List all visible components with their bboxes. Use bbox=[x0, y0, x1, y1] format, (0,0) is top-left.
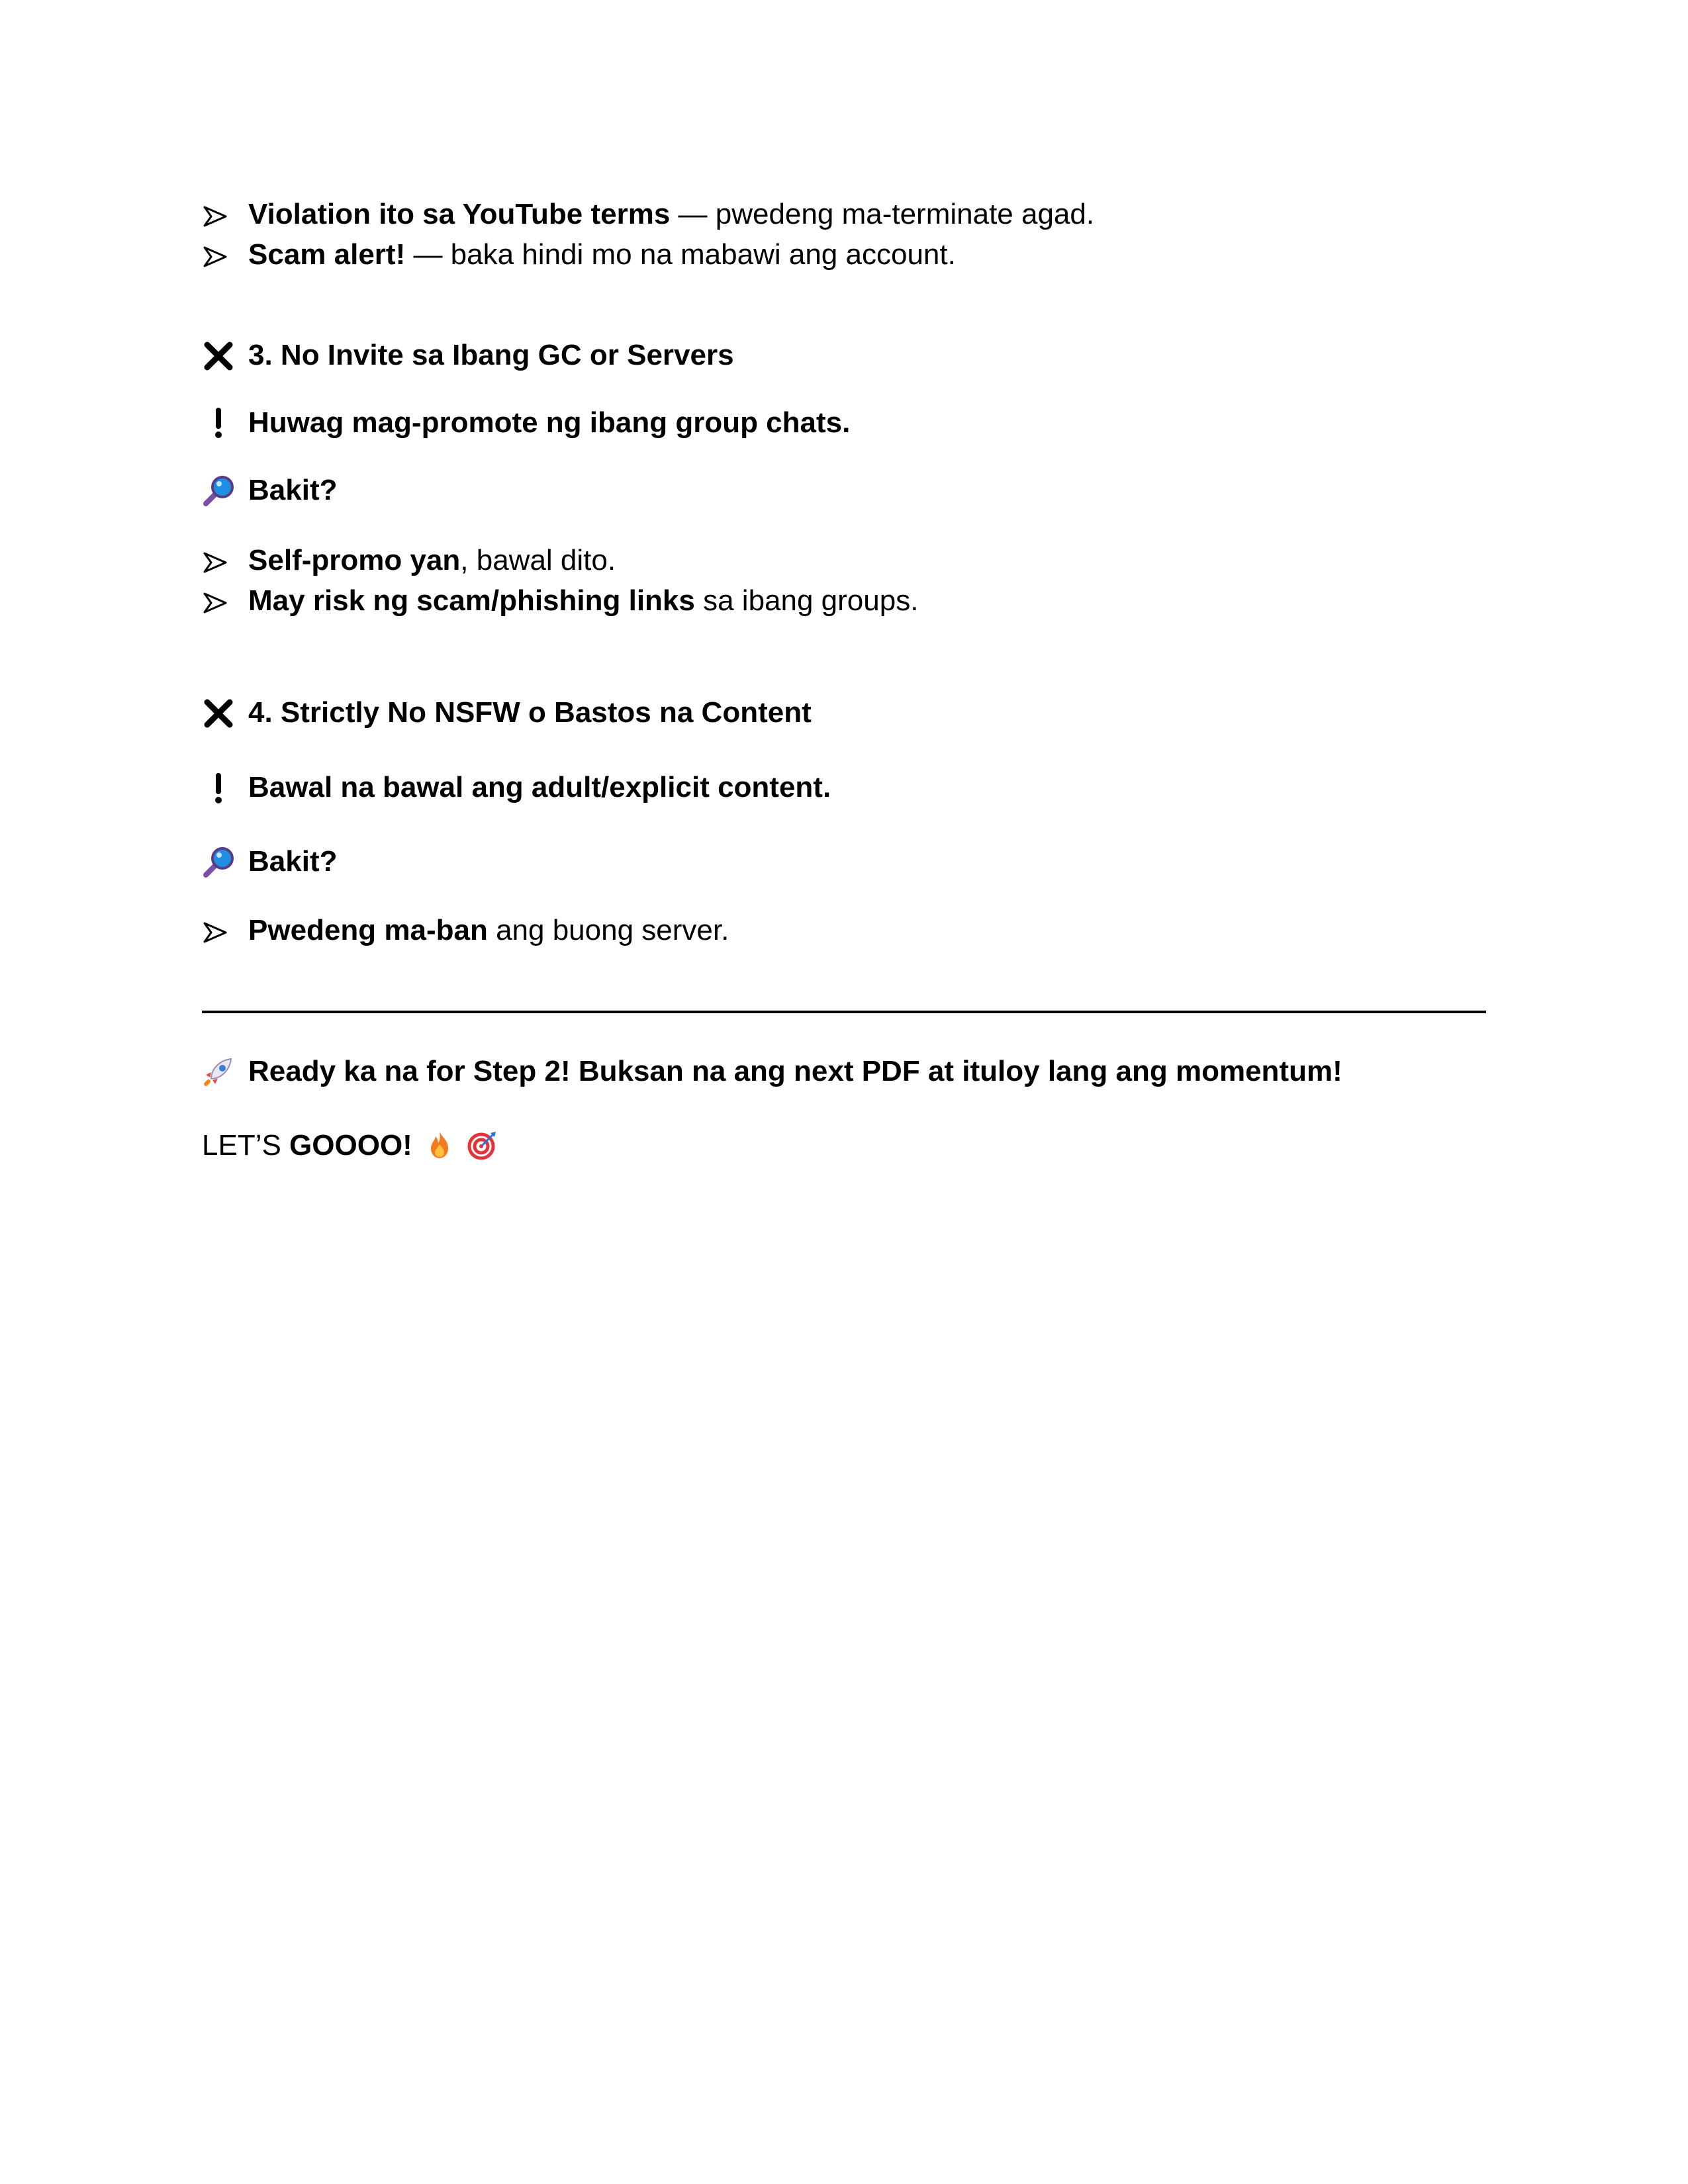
magnifying-glass-icon bbox=[202, 846, 235, 879]
cross-mark-icon bbox=[202, 697, 235, 730]
arrowhead-bullet-icon bbox=[202, 549, 228, 576]
warning-text: Bawal na bawal ang adult/explicit content. bbox=[248, 771, 831, 803]
fire-icon bbox=[424, 1130, 455, 1160]
exclamation-icon bbox=[202, 406, 235, 439]
why-label: Bakit? bbox=[248, 474, 338, 506]
horizontal-divider bbox=[202, 1011, 1486, 1013]
arrowhead-bullet-icon bbox=[202, 919, 228, 946]
arrowhead-bullet-icon bbox=[202, 203, 228, 230]
list-item: Scam alert! — baka hindi mo na mabawi ang account. bbox=[248, 238, 956, 271]
why-label: Bakit? bbox=[248, 845, 338, 878]
cross-mark-icon bbox=[202, 340, 235, 373]
section-heading: 4. Strictly No NSFW o Bastos na Content bbox=[248, 696, 812, 729]
arrowhead-bullet-icon bbox=[202, 590, 228, 616]
lets-go-line: LET’S GOOOO! bbox=[202, 1128, 497, 1163]
list-item: May risk ng scam/phishing links sa ibang groups. bbox=[248, 584, 919, 617]
exclamation-icon bbox=[202, 772, 235, 805]
list-item: Pwedeng ma-ban ang buong server. bbox=[248, 914, 729, 946]
list-item: Violation ito sa YouTube terms — pwedeng ma-terminate agad. bbox=[248, 198, 1095, 230]
rocket-icon bbox=[202, 1055, 235, 1088]
ready-message: Ready ka na for Step 2! Buksan na ang next PDF at ituloy lang ang momentum! bbox=[248, 1055, 1342, 1087]
section-heading: 3. No Invite sa Ibang GC or Servers bbox=[248, 339, 734, 371]
arrowhead-bullet-icon bbox=[202, 244, 228, 270]
list-item: Self-promo yan, bawal dito. bbox=[248, 544, 616, 576]
magnifying-glass-icon bbox=[202, 475, 235, 508]
warning-text: Huwag mag-promote ng ibang group chats. bbox=[248, 406, 851, 439]
direct-hit-icon bbox=[467, 1130, 497, 1160]
